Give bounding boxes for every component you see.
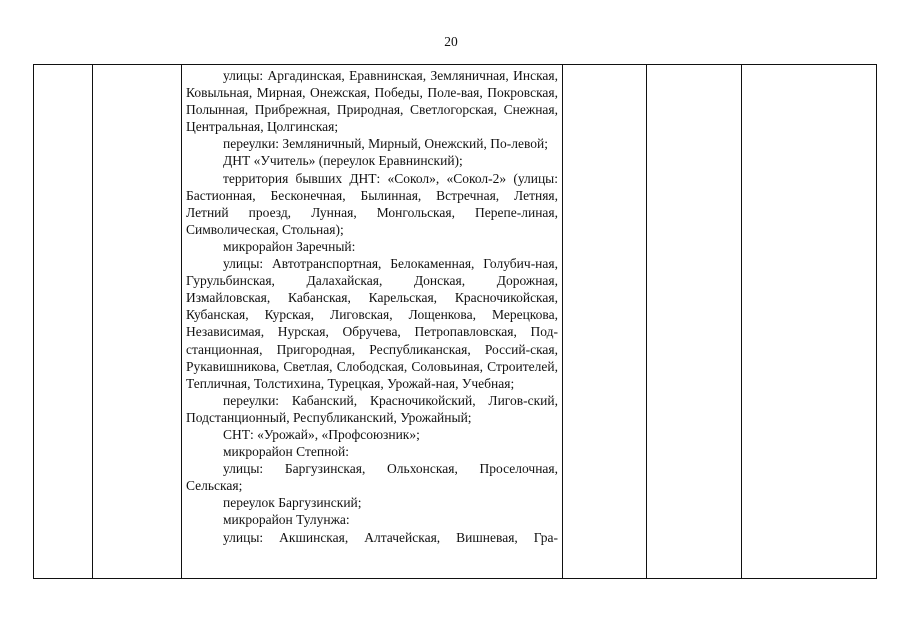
paragraph: ДНТ «Учитель» (переулок Еравнинский); bbox=[223, 153, 463, 169]
paragraph: улицы: Баргузинская, Ольхонская, Проселочная, Сельская; bbox=[186, 461, 558, 494]
column-divider bbox=[562, 65, 563, 578]
paragraph: улицы: Акшинская, Алтачейская, Вишневая, Гра- bbox=[223, 529, 558, 545]
paragraph: переулки: Земляничный, Мирный, Онежский, По-левой; bbox=[223, 136, 548, 152]
paragraph: улицы: Аргадинская, Еравнинская, Земляничная, Инская, Ковыльная, Мирная, Онежская, Победы, Поле-вая, Покровская, Полынная, Прибрежная, Природная, Светлогорская, Снежная, Центральная, Цолгинская; bbox=[186, 68, 558, 135]
column-divider bbox=[92, 65, 93, 578]
page-number: 20 bbox=[444, 34, 458, 49]
paragraph: улицы: Автотранспортная, Белокаменная, Голубич-ная, Гурульбинская, Далахайская, Донская, Дорожная, Измайловская, Кабанская, Карельская, Красночикойская, Кубанская, Курская, Лиговская, Лощенкова, Мерецкова, Независимая, Нурская, Обручева, Петропавловская, Под-станционная, Пригородная, Республиканская, Россий-ская, Рукавишникова, Светлая, Слободская, Соловьиная, Строителей, Тепличная, Толстихина, Турецкая, Урожай-ная, Учебная; bbox=[186, 256, 558, 391]
paragraph: микрорайон Заречный: bbox=[223, 238, 356, 254]
paragraph: микрорайон Тулунжа: bbox=[223, 512, 350, 528]
column-divider bbox=[181, 65, 182, 578]
paragraph: переулок Баргузинский; bbox=[223, 495, 362, 511]
column-divider bbox=[741, 65, 742, 578]
territory-description bbox=[186, 67, 558, 546]
column-divider bbox=[646, 65, 647, 578]
paragraph: СНТ: «Урожай», «Профсоюзник»; bbox=[223, 426, 420, 442]
paragraph: территория бывших ДНТ: «Сокол», «Сокол-2» (улицы: Бастионная, Бесконечная, Былинная, Встречная, Летняя, Летний проезд, Лунная, Монгольская, Перепе-линая, Символическая, Стольная); bbox=[186, 170, 558, 237]
table bbox=[33, 64, 877, 579]
paragraph: микрорайон Степной: bbox=[223, 444, 350, 460]
paragraph: переулки: Кабанский, Красночикойский, Лигов-ский, Подстанционный, Республиканский, Урожайный; bbox=[186, 392, 558, 425]
